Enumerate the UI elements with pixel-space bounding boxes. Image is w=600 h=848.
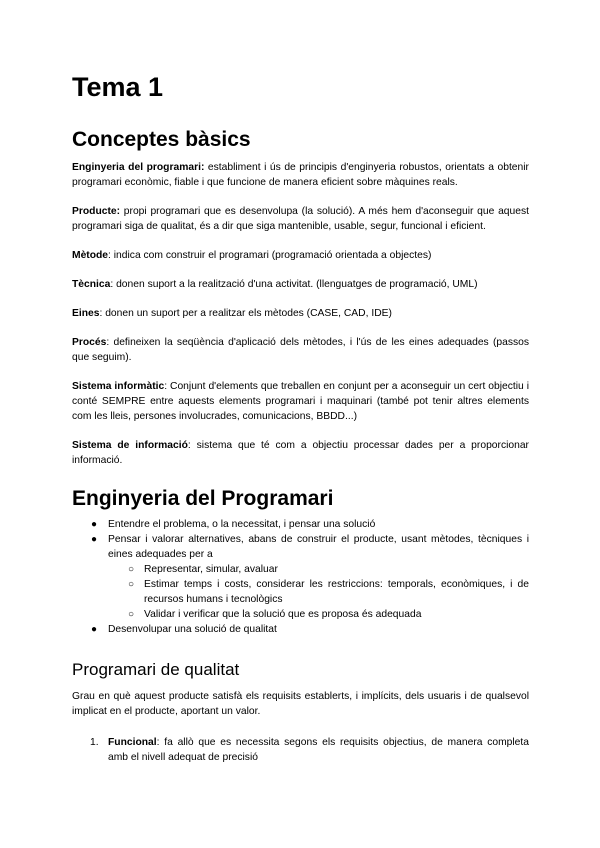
item-term: Funcional <box>108 737 157 748</box>
definition-technique <box>72 277 529 292</box>
section-heading-quality: Programari de qualitat <box>72 660 240 679</box>
definition-method <box>72 248 529 263</box>
circle-bullet-icon: ○ <box>128 579 135 590</box>
bullet-icon: ● <box>91 519 98 530</box>
definition-computer-system <box>72 379 529 424</box>
definition-text: : donen suport a la realització d'una activitat. (llenguatges de programació, UML) <box>110 279 478 290</box>
definition-text: establiment i ús de principis d'enginyeria robustos, orientats a obtenir programari econòmic, fiable i que funcione de manera eficient sobre màquines reals. <box>72 162 529 188</box>
quality-intro: Grau en què aquest producte satisfà els requisits establerts, i implícits, dels usuaris i de qualsevol implicat en el producte, aportant un valor. <box>72 691 529 717</box>
definition-term: Enginyeria del programari: <box>72 162 205 173</box>
list-item-text: Entendre el problema, o la necessitat, i pensar una solució <box>108 519 376 530</box>
definition-product <box>72 204 529 234</box>
section-heading-engineering: Enginyeria del Programari <box>72 487 334 510</box>
item-number: 1. <box>90 737 99 748</box>
definition-term: Producte: <box>72 206 121 217</box>
sub-list-item-text: Representar, simular, avaluar <box>144 564 278 575</box>
page-title: Tema 1 <box>72 72 164 102</box>
sub-list-item-text: Estimar temps i costs, considerar les restriccions: temporals, econòmiques, i de recursos humans i tecnològics <box>144 579 529 605</box>
numbered-item-functional <box>72 735 529 765</box>
sub-list-item <box>108 577 529 607</box>
definition-term: Mètode <box>72 250 109 261</box>
circle-bullet-icon: ○ <box>128 609 135 620</box>
definition-text: : sistema que té com a objectiu processar dades per a proporcionar informació. <box>72 440 529 466</box>
definition-term: Eines <box>72 308 100 319</box>
definition-term: Tècnica <box>72 279 111 290</box>
engineering-bullet-list <box>72 517 529 637</box>
sub-list-item <box>108 562 529 577</box>
definition-process <box>72 335 529 365</box>
quality-numbered-list <box>72 735 529 765</box>
definition-text: : Conjunt d'elements que treballen en conjunt per a aconseguir un cert objectiu i conté SEMPRE entre aquests elements programari i maquinari (també pot tenir altres elements com les lleis, persones involucrades, comunicacions, BBDD...) <box>72 381 529 422</box>
definition-tools <box>72 306 529 321</box>
definition-software-engineering <box>72 160 529 190</box>
definition-term: Sistema de informació <box>72 440 188 451</box>
section-heading-concepts: Conceptes bàsics <box>72 128 251 151</box>
bullet-icon: ● <box>91 534 98 545</box>
sub-list-item <box>108 607 529 622</box>
circle-bullet-icon: ○ <box>128 564 135 575</box>
engineering-sub-list <box>108 562 529 622</box>
definition-text: : donen un suport per a realitzar els mètodes (CASE, CAD, IDE) <box>99 308 392 319</box>
definition-information-system <box>72 438 529 468</box>
bullet-icon: ● <box>91 624 98 635</box>
list-item <box>72 517 529 532</box>
definition-text: propi programari que es desenvolupa (la solució). A més hem d'aconseguir que aquest programari siga de qualitat, és a dir que siga mantenible, usable, segur, funcional i eficient. <box>72 206 529 232</box>
definition-term: Sistema informàtic <box>72 381 165 392</box>
list-item <box>72 532 529 622</box>
document-content <box>72 68 529 765</box>
definition-text: : indica com construir el programari (programació orientada a objectes) <box>108 250 432 261</box>
list-item-text: Pensar i valorar alternatives, abans de construir el producte, usant mètodes, tècniques i eines adequades per a <box>108 534 529 560</box>
sub-list-item-text: Validar i verificar que la solució que es proposa és adequada <box>144 609 422 620</box>
definition-text: : defineixen la seqüència d'aplicació dels mètodes, i l'ús de les eines adequades (passos que seguim). <box>72 337 529 363</box>
item-text: : fa allò que es necessita segons els requisits objectius, de manera completa amb el nivell adequat de precisió <box>108 737 529 763</box>
definition-term: Procés <box>72 337 107 348</box>
list-item <box>72 622 529 637</box>
list-item-text: Desenvolupar una solució de qualitat <box>108 624 277 635</box>
